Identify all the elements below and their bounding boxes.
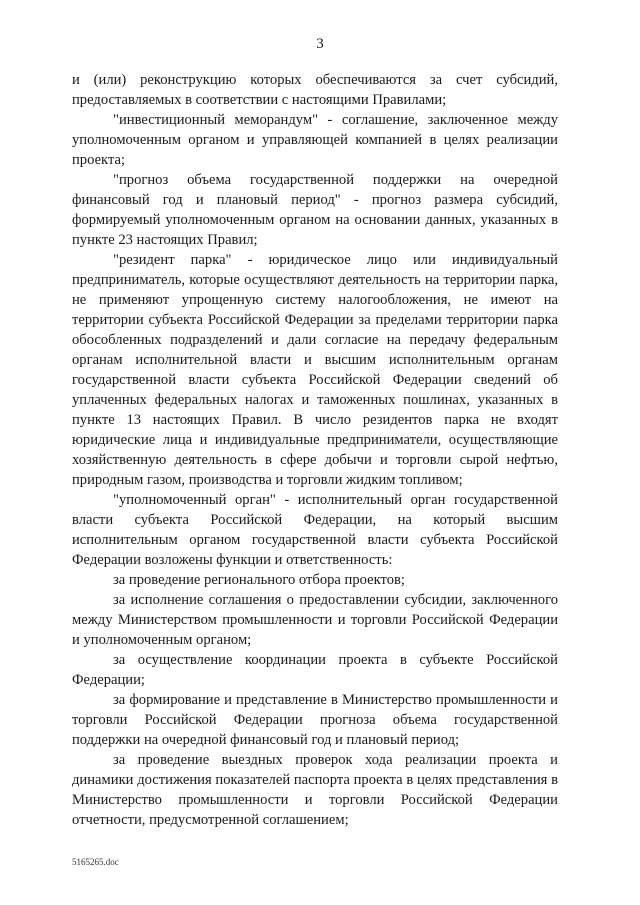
paragraph: "прогноз объема государственной поддержки на очередной финансовый год и плановый период" - прогноз размера субсидий, формируемый уполномоченным органом на основании данных, указанных в пункте 23 настоящих Правил; — [72, 172, 558, 248]
paragraph: "уполномоченный орган" - исполнительный орган государственной власти субъекта Российской Федерации, на который высшим исполнительным органом государственной власти субъекта Российской Федерации возложены функции и ответственность: — [72, 492, 558, 568]
paragraph: за проведение регионального отбора проектов; — [113, 572, 405, 588]
paragraph: "резидент парка" - юридическое лицо или индивидуальный предприниматель, которые осуществляют деятельность на территории парка, не применяют упрощенную систему налогообложения, не имеют на территории субъекта Российской Федерации за пределами территории парка обособленных подразделений и дали согласие на передачу федеральным органам исполнительной власти и высшим исполнительным органам государственной власти субъекта Российской Федерации сведений об уплаченных федеральных налогах и таможенных пошлинах, указанных в пункте 13 настоящих Правил. В число резидентов парка не входят юридические лица и индивидуальные предприниматели, осуществляющие хозяйственную деятельность в сфере добычи и торговли сырой нефтью, природным газом, производства и торговли жидким топливом; — [72, 252, 558, 488]
paragraph: "инвестиционный меморандум" - соглашение, заключенное между уполномоченным органом и управляющей компанией в целях реализации проекта; — [72, 112, 558, 168]
document-body — [72, 70, 558, 830]
file-name-footer: 5165265.doc — [72, 857, 119, 867]
paragraph: за проведение выездных проверок хода реализации проекта и динамики достижения показателей паспорта проекта в целях представления в Министерство промышленности и торговли Российской Федерации отчетности, предусмотренной соглашением; — [72, 752, 558, 828]
paragraph: за формирование и представление в Министерство промышленности и торговли Российской Федерации прогноза объема государственной поддержки на очередной финансовый год и плановый период; — [72, 692, 558, 748]
page-number: 3 — [316, 36, 324, 52]
paragraph: и (или) реконструкцию которых обеспечиваются за счет субсидий, предоставляемых в соответствии с настоящими Правилами; — [72, 72, 558, 108]
paragraph: за осуществление координации проекта в субъекте Российской Федерации; — [72, 652, 558, 688]
paragraph: за исполнение соглашения о предоставлении субсидии, заключенного между Министерством промышленности и торговли Российской Федерации и уполномоченным органом; — [72, 592, 558, 648]
